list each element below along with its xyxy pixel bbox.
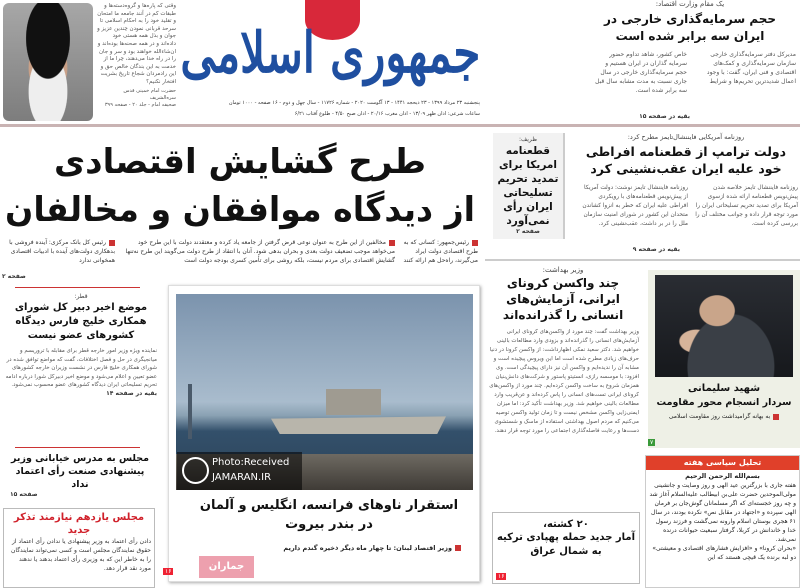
top-divider <box>0 124 800 127</box>
lead-sub3 <box>2 238 115 265</box>
trump-more[interactable]: بقیه در صفحه ۹ <box>632 246 680 253</box>
ship-superstructure <box>326 389 381 415</box>
headline-line1: ۲۰ کشته، <box>543 519 589 530</box>
times-line <box>180 110 480 118</box>
sub-text: رئیس‌جمهور: کسانی که به طرح اقتصادی دولت ایراد می‌گیرند، راه‌حل هم ارائه کنند <box>403 239 478 264</box>
page-ref[interactable]: صفحه ۲ <box>516 228 540 235</box>
bullet-icon <box>109 240 115 246</box>
caption <box>653 412 795 421</box>
headline: حجم سرمایه‌گذاری خارجی در ایران سه برابر شده است <box>603 12 777 43</box>
mid-divider <box>485 259 800 261</box>
bullet-icon <box>773 414 779 420</box>
analysis-box <box>645 455 800 588</box>
page-badge[interactable]: ۱۶ <box>165 568 172 575</box>
vaccine-article <box>487 266 639 436</box>
majlis-article <box>10 452 150 499</box>
analysis-header: تحلیل سیاسی هفته <box>646 456 799 470</box>
watermark <box>177 452 302 490</box>
quote-text: وقتی که پاره‌ها و گروه‌دسته‌ها و طبقات کم در آنند جامعه ما امتحان و تقلید خود را به احکام اسلامی تا سرحد قربانی نمودن چندین عزیز و جوان و بذل همه هستی خود داده‌اند و در همه صحنه‌ها بوده‌اند و ان‌شاءالله خواهند بود و سر و جان را در راه خدا می‌دهند، چرا ما از خدمت به این بندگان خالص حق و این رادمردان شجاع تاریخ بشریت افتخار نکنیم؟ <box>97 3 176 85</box>
kicker: یک مقام وزارت اقتصاد: <box>655 0 725 8</box>
bullet-icon <box>472 240 478 246</box>
bullet-icon <box>389 240 395 246</box>
lead-page[interactable]: صفحه ۲ <box>2 273 26 280</box>
kicker: ظریف: <box>519 136 537 143</box>
headline: دولت ترامپ از قطعنامه افراطی خود علیه ایران عقب‌نشینی کرد <box>585 144 787 176</box>
lead-line2-text: از دیدگاه موافقان و مخالفان <box>5 190 475 230</box>
ship-sub <box>261 544 461 553</box>
kicker: روزنامه آمریکایی فایننشال‌تایمز مطرح کرد: <box>627 133 745 141</box>
logo <box>180 18 480 88</box>
zarif-box <box>493 133 565 239</box>
red-box <box>3 508 155 588</box>
body: نماینده ویژه وزیر امور خارجه قطر برای مقابله با تروریسم و میانجیگری در حل و فصل اختلافات، گفت که مواضع توافق شده در شورای همکاری خلیج فارس در نشست وزیران خارجه کشورهای عضو تعیین و اعلام می‌شود و موضع اخیر دبیرکل شورا درباره ادامه تحریم تسلیحاتی ایران دیدگاه کشورهای عضو محسوب نمی‌شود. <box>5 348 157 388</box>
watermark-line2: JAMARAN.IR <box>212 472 272 483</box>
times-text: ساعات شرعی: اذان ظهر ۱۳/۰۹ - اذان مغرب ۲۰/۱۶ - اذان صبح ۴/۵۰ - طلوع آفتاب ۶/۲۱ <box>294 111 480 117</box>
top-right-article <box>590 0 790 45</box>
kicker: قطر: <box>74 293 88 300</box>
lead-sub1 <box>400 238 478 265</box>
soleimani-box <box>648 270 800 448</box>
trump-col2: روزنامه فایننشال تایمز نوشت: دولت آمریکا از پیش‌نویس قطعنامه‌های با رویکردی افراطی علیه ایران که خطر به انزوا کشاندن متحدان این کشور در شورای امنیت سازمان ملل را در بر داشت، عقب‌نشینی کرد. <box>582 185 688 227</box>
logo-text: جمهوری اسلامی <box>180 20 481 86</box>
lead-sub2 <box>120 238 395 265</box>
more-link[interactable]: بقیه در صفحه ۱۵ <box>639 113 690 120</box>
page-badge[interactable]: ۷ <box>650 439 654 446</box>
trump-col1: روزنامه فایننشال تایمز خلاصه شدن پیش‌نویس قطعنامه ارائه شده ازسوی آمریکا برای تمدید تحریم تسلیحاتی ایران را مورد توجه قرار داده و جوانب مختلف آن را بررسی کرده است. <box>695 185 798 227</box>
kicker: وزیر بهداشت: <box>542 266 584 274</box>
turkey-box <box>492 512 640 584</box>
date-text: پنجشنبه ۲۳ مرداد ۱۳۹۹ - ۲۳ ذیحجه ۱۴۴۱ - ۱۳ آگوست ۲۰۲۰ - شماره ۱۱۷۲۶ - سال چهل و دوم - ۱۶ صفحه - ۱۰۰۰ تومان <box>228 100 480 106</box>
qatar-article <box>5 293 157 398</box>
subtitle: سردار انسجام محور مقاومت <box>656 397 792 408</box>
headline: چند واکسن کرونای ایرانی، آزمایش‌های انسانی را گذرانده‌اند <box>502 276 624 322</box>
headline: مجلس یازدهم نیازمند تذکر جدید <box>13 512 145 536</box>
lead-line1 <box>5 138 475 186</box>
divider <box>15 447 140 448</box>
date-line <box>180 99 480 107</box>
headline: موضع اخیر دبیر کل شورای همکاری خلیج فارس دیدگاه کشورهای عضو نیست <box>14 302 148 341</box>
ship <box>271 412 446 434</box>
more-link[interactable]: بقیه در صفحه ۱۴ <box>106 389 157 397</box>
basmala: بسم‌الله الرحمن الرحیم <box>685 472 760 480</box>
sub-text: رئیس کل بانک مرکزی: آینده فروشی با بدهکاری دولت‌های آینده با ادبیات اقتصادی همخوانی ندارد <box>9 239 115 264</box>
bullet-icon <box>455 545 461 551</box>
ship-headline: استقرار ناوهای فرانسه، انگلیس و آلمان در بندر بیروت <box>199 498 459 532</box>
khomeini-photo <box>3 3 93 121</box>
top-right-col2: خاص کشور، شاهد تداوم حضور سرمایه گذاران در ایران هستیم و حجم سرمایه‌گذاری خارجی در سال جاری نسبت به مدت مشابه سال قبل سه برابر شده است. <box>595 51 687 94</box>
divider <box>15 287 140 288</box>
page-ref[interactable]: صفحه ۱۵ <box>10 491 38 498</box>
body: دادن رأی اعتماد به وزیر پیشنهادی یا ندادن رأی اعتماد از حقوق نمایندگان مجلس است و کسی نمی‌تواند نمایندگان را به خاطر این که به وزیری رأی اعتماد بدهند یا ندهند مورد نقد قرار دهد. <box>10 538 151 572</box>
headline-line2: آمار جدید حمله پهپادی ترکیه به شمال عراق <box>496 532 636 557</box>
crane <box>188 384 192 439</box>
trump-article <box>575 133 797 177</box>
title: شهید سلیمانی <box>687 383 761 394</box>
soleimani-photo <box>655 275 793 377</box>
lead-headline <box>5 138 475 234</box>
caption-text: به بهانه گرامیداشت روز مقاومت اسلامی <box>668 413 771 420</box>
sub-text: مخالفین از این طرح به عنوان نوعی قرض گرفتن از جامعه یاد کرده و معتقدند دولت با این طرح خود می‌خواهد موجب تضعیف دولت بعدی و بحران بدهی شود. آنان با انتقاد از طرح دولت می‌گویند این طرح نه‌تنها گشایش اقتصادی برای مردم نیست، بلکه روشی برای تأمین کسری بودجه دولت است <box>125 239 395 264</box>
lead-line2 <box>5 186 475 234</box>
body: وزیر بهداشت گفت: چند مورد از واکسن‌های کرونای ایرانی آزمایش‌های انسانی را گذرانده‌اند و بزودی وارد مطالعات بالینی خواهیم شد. دکتر سعید نمکی اظهارداشت: از واکسن کرونا در دنیا حرف‌های زیادی مطرح شده است اما این ویروس پیچیده است و مشابه آن را ندیده‌ایم و واکسن آن نیز دارای پیچیدگی است. وی افزود: با موسسه رازی، انستیتو پاستور و شرکت‌های دانش‌بنیان همزمان شروع به ساخت واکسن کرده‌ایم. چند مورد از واکسن‌های کرونای ایرانی تست‌های انسانی را پاس کرده‌اند و عن‌قریب وارد مطالعات بالینی خواهیم شد. وزیر بهداشت تأکید کرد: اما میزان ایمنی‌زایی واکسن مشخص نیست و تا زمان تولید واکسن توصیه می‌کنیم که مردم اصول بهداشتی استفاده از ماسک و شستشوی دست‌ها و رعایت فاصله‌گذاری اجتماعی را مورد توجه قرار دهند. <box>489 329 639 434</box>
ship-story <box>165 285 480 582</box>
lead-line1-text: طرح گشایش اقتصادی <box>54 142 426 182</box>
jamaran-stamp: جماران <box>199 556 254 578</box>
headline: قطعنامه امریکا برای تمدید تحریم تسلیحاتی ایران رأی نمی‌آورد <box>497 145 559 227</box>
page-badge[interactable]: ۱۶ <box>498 573 505 580</box>
quote-source: حضرت امام خمینی قدس سره‌الشریف <box>123 87 176 101</box>
jamaran-logo-icon <box>182 457 209 484</box>
headline: مجلس به مدرس خیابانی وزیر پیشنهادی صنعت رأی اعتماد نداد <box>11 453 149 490</box>
masthead <box>180 0 480 122</box>
top-right-col1: مدیرکل دفتر سرمایه‌گذاری خارجی سازمان سرمایه‌گذاری و کمک‌های اقتصادی و فنی ایران، گفت: با وجود اعمال شدیدترین تحریم‌ها و شرایط <box>706 51 796 85</box>
quote-ref: صحیفه امام - جلد ۲۰ - صفحه ۳۹۹ <box>104 101 176 108</box>
quote-block <box>96 3 176 109</box>
sub-text: وزیر اقتصاد لبنان: تا چهار ماه دیگر ذخیره گندم داریم <box>283 544 452 552</box>
watermark-line1: Photo:Received <box>212 457 290 468</box>
body: هفته جاری با بزرگترین عید الهی و روز وصایت و جانشینی مولی‌الموحدین حضرت علی‌بن ابیطالب علیه‌السلام آغاز شد و چه روز خجسته‌ای که اگر مسلمانان گوش‌جان بر فرمان الهی سپرده و «اجتهاد در مقابل نص» نکرده بودند، در سال ۶۱ هجری بوستان اسلام وارونه نمی‌گشت و فرزند رسول خدا و خاندانش در کربلا، گرفتار سبعیت حیوانات درنده نمی‌شد. <box>649 482 796 543</box>
body2: «بحران کرونا» و «افزایش فشارهای اقتصادی و معیشتی» دو لبه برنده یک قیچی هستند که این <box>652 545 796 561</box>
